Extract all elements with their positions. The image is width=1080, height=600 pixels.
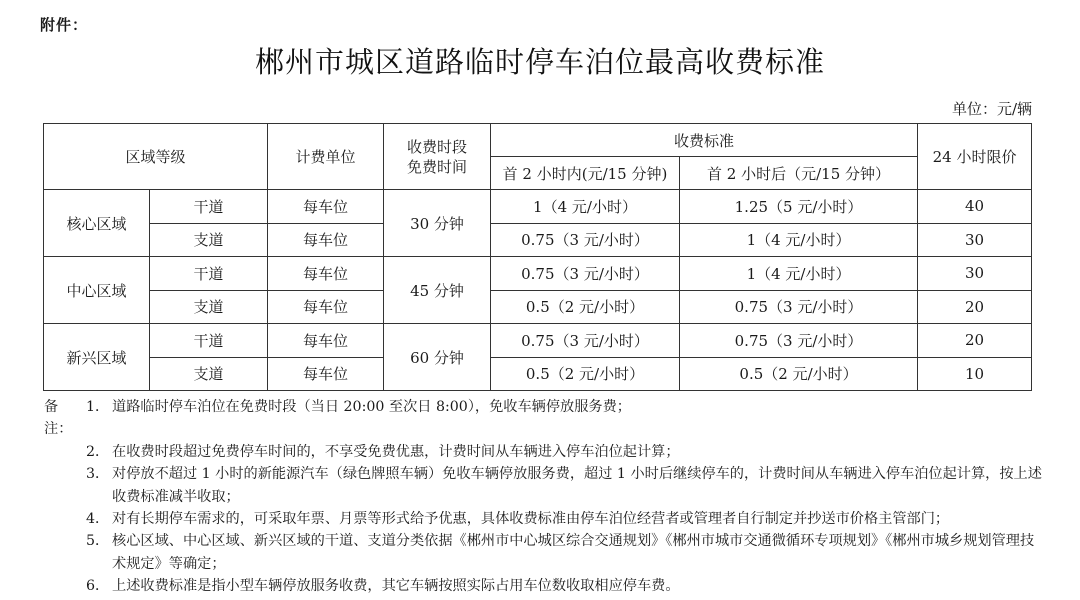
note-item [44, 530, 1044, 575]
header-free-time [384, 124, 491, 190]
cap-24h: 20 [918, 324, 1032, 358]
fee-after-2h: 0.75（3 元/小时） [680, 290, 918, 324]
fee-first-2h: 0.5（2 元/小时） [491, 357, 680, 391]
note-indent [44, 463, 86, 508]
fee-standard-table [43, 123, 1032, 391]
header-free-time-line1: 收费时段 [407, 137, 468, 156]
unit-note: 单位：元/辆 [951, 100, 1032, 118]
fee-first-2h: 0.5（2 元/小时） [491, 290, 680, 324]
fee-after-2h: 0.5（2 元/小时） [680, 357, 918, 391]
note-item [44, 508, 1044, 530]
note-item [44, 463, 1044, 508]
note-text: 核心区域、中心区域、新兴区域的干道、支道分类依据《郴州市中心城区综合交通规划》《郴州市城市交通微循环专项规划》《郴州市城乡规划管理技术规定》等确定； [112, 533, 1035, 572]
header-zone-level: 区域等级 [44, 124, 268, 190]
note-indent [44, 508, 86, 530]
table-row [44, 324, 1032, 358]
note-item [44, 441, 1044, 463]
note-number: 1． [86, 399, 110, 415]
note-text: 道路临时停车泊位在免费时段（当日 20:00 至次日 8:00），免收车辆停放服务费； [112, 399, 631, 415]
cap-24h: 30 [918, 223, 1032, 257]
note-text: 在收费时段超过免费停车时间的，不享受免费优惠，计费时间从车辆进入停车泊位起计算； [112, 443, 680, 460]
billing-unit: 每车位 [268, 290, 384, 324]
fee-after-2h: 1.25（5 元/小时） [680, 190, 918, 224]
fee-after-2h: 1（4 元/小时） [680, 257, 918, 291]
header-billing-unit: 计费单位 [268, 124, 384, 190]
zone-name: 核心区域 [44, 190, 150, 257]
cap-24h: 30 [918, 257, 1032, 291]
table-row [44, 223, 1032, 257]
billing-unit: 每车位 [268, 357, 384, 391]
header-24h-cap: 24 小时限价 [918, 124, 1032, 190]
fee-first-2h: 0.75（3 元/小时） [491, 324, 680, 358]
fee-first-2h: 0.75（3 元/小时） [491, 223, 680, 257]
cap-24h: 20 [918, 290, 1032, 324]
note-item [44, 575, 1044, 597]
note-indent [44, 530, 86, 575]
note-number: 4． [86, 511, 110, 528]
road-type: 干道 [150, 257, 268, 291]
table-row [44, 190, 1032, 224]
fee-after-2h: 1（4 元/小时） [680, 223, 918, 257]
note-number: 3． [86, 466, 110, 483]
note-text: 对停放不超过 1 小时的新能源汽车（绿色牌照车辆）免收车辆停放服务费，超过 1 小时后继续停车的，计费时间从车辆进入停车泊位起计算，按上述收费标准减半收取； [112, 466, 1042, 505]
note-number: 6． [86, 578, 110, 595]
note-text: 上述收费标准是指小型车辆停放服务收费，其它车辆按照实际占用车位数收取相应停车费。 [112, 578, 680, 595]
note-item [44, 396, 1044, 441]
note-text: 对有长期停车需求的，可采取年票、月票等形式给予优惠，具体收费标准由停车泊位经营者或管理者自行制定并抄送市价格主管部门； [112, 511, 950, 528]
note-indent [44, 441, 86, 463]
road-type: 干道 [150, 324, 268, 358]
billing-unit: 每车位 [268, 324, 384, 358]
header-free-time-line2: 免费时间 [407, 157, 468, 176]
billing-unit: 每车位 [268, 190, 384, 224]
free-time: 30 分钟 [384, 190, 491, 257]
free-time: 60 分钟 [384, 324, 491, 391]
fee-first-2h: 0.75（3 元/小时） [491, 257, 680, 291]
road-type: 干道 [150, 190, 268, 224]
notes-section [44, 396, 1044, 598]
billing-unit: 每车位 [268, 223, 384, 257]
header-after-2h: 首 2 小时后（元/15 分钟） [680, 157, 918, 190]
free-time: 45 分钟 [384, 257, 491, 324]
attachment-label: 附件： [40, 16, 89, 34]
table-row [44, 257, 1032, 291]
cap-24h: 40 [918, 190, 1032, 224]
notes-lead: 备注： [44, 399, 73, 438]
header-first-2h: 首 2 小时内(元/15 分钟) [491, 157, 680, 190]
road-type: 支道 [150, 223, 268, 257]
zone-name: 中心区域 [44, 257, 150, 324]
cap-24h: 10 [918, 357, 1032, 391]
table-header-row [44, 124, 1032, 157]
road-type: 支道 [150, 290, 268, 324]
zone-name: 新兴区域 [44, 324, 150, 391]
fee-after-2h: 0.75（3 元/小时） [680, 324, 918, 358]
note-indent [44, 575, 86, 597]
fee-first-2h: 1（4 元/小时） [491, 190, 680, 224]
table-row [44, 290, 1032, 324]
page-title: 郴州市城区道路临时停车泊位最高收费标准 [254, 45, 825, 79]
billing-unit: 每车位 [268, 257, 384, 291]
header-fee-standard: 收费标准 [491, 124, 918, 157]
note-number: 5． [86, 533, 110, 550]
road-type: 支道 [150, 357, 268, 391]
note-number: 2． [86, 443, 110, 460]
table-row [44, 357, 1032, 391]
